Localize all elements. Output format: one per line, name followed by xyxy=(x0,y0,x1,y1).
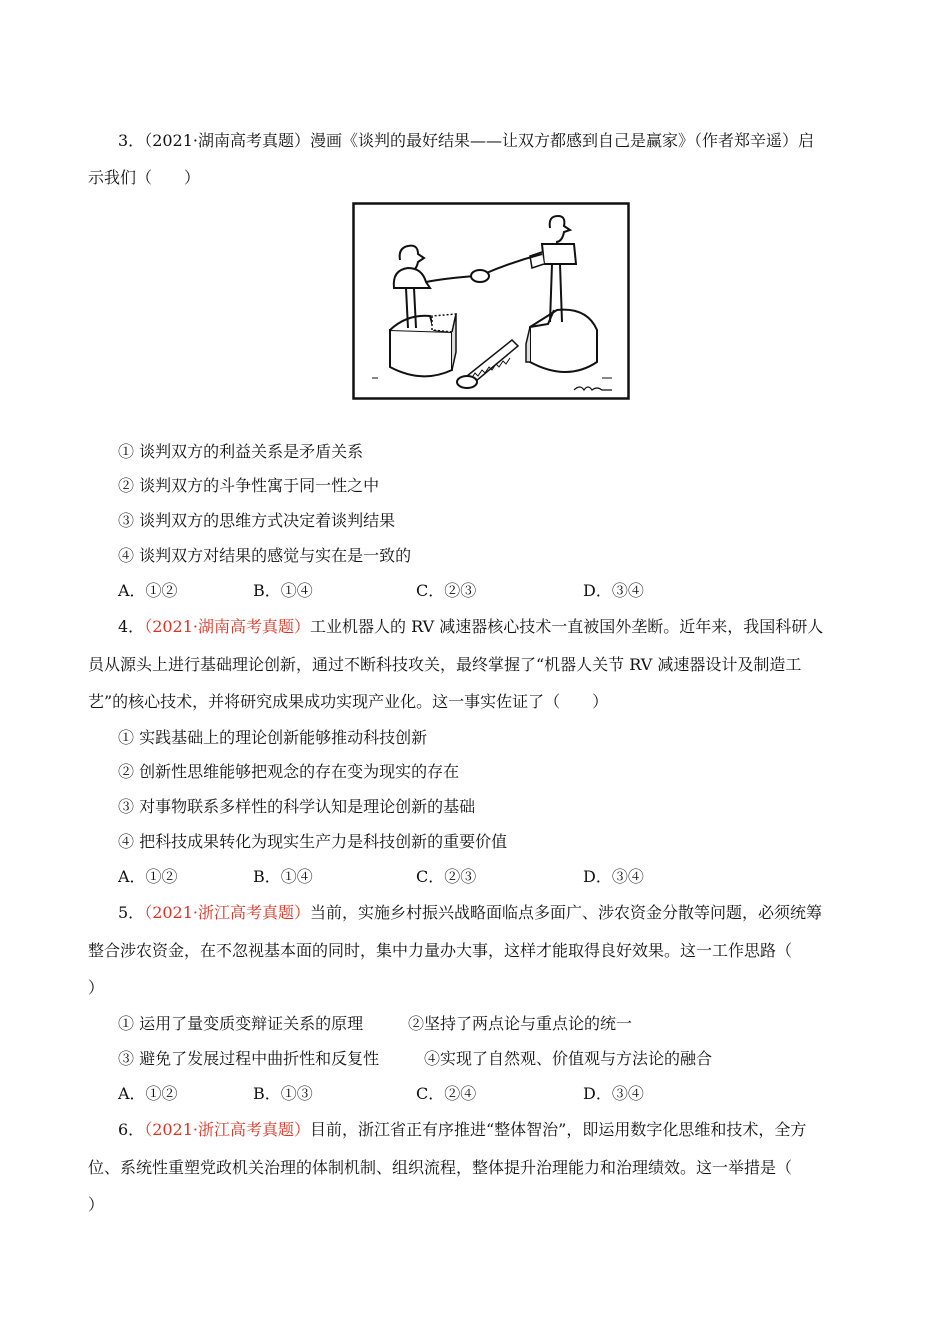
q5-option-3: ③ 避免了发展过程中曲折性和反复性 xyxy=(118,1049,380,1068)
q6-source: （2021·浙江高考真题） xyxy=(144,1120,310,1139)
q5-stem-text: 当前，实施乡村振兴战略面临点多面广、涉农资金分散等问题，必须统筹 xyxy=(310,903,823,922)
q4-choice-a[interactable]: A．①② xyxy=(118,867,178,886)
q3-source: （2021·湖南高考真题） xyxy=(144,131,310,150)
q3-option-4: ④ 谈判双方对结果的感觉与实在是一致的 xyxy=(118,546,412,565)
q3-choice-d[interactable]: D．③④ xyxy=(583,581,644,600)
q5-option-4: ④实现了自然观、价值观与方法论的融合 xyxy=(424,1049,713,1068)
negotiation-cartoon-drawing xyxy=(352,202,630,400)
q5-option-2: ②坚持了两点论与重点论的统一 xyxy=(408,1014,633,1033)
q3-choice-a[interactable]: A．①② xyxy=(118,581,178,600)
q5-choice-d[interactable]: D．③④ xyxy=(583,1084,644,1103)
q6-stem-line3: ） xyxy=(88,1195,105,1214)
q4-stem-line1 xyxy=(118,617,888,637)
q4-source: （2021·湖南高考真题） xyxy=(144,617,310,636)
q3-choice-b[interactable]: B．①④ xyxy=(253,581,313,600)
q3-number: 3． xyxy=(118,131,145,150)
q4-option-4: ④ 把科技成果转化为现实生产力是科技创新的重要价值 xyxy=(118,832,508,851)
q3-option-3: ③ 谈判双方的思维方式决定着谈判结果 xyxy=(118,511,396,530)
q4-number: 4． xyxy=(118,617,145,636)
q4-choice-c[interactable]: C．②③ xyxy=(416,867,477,886)
q3-option-1: ① 谈判双方的利益关系是矛盾关系 xyxy=(118,442,364,461)
q4-choice-d[interactable]: D．③④ xyxy=(583,867,644,886)
q5-choice-b[interactable]: B．①③ xyxy=(253,1084,313,1103)
q3-stem-line1 xyxy=(118,131,888,151)
q4-stem-line2: 员从源头上进行基础理论创新，通过不断科技攻关，最终掌握了“机器人关节 RV 减速器设计及制造工 xyxy=(88,655,802,674)
q4-stem-text: 工业机器人的 RV 减速器核心技术一直被国外垄断。近年来，我国科研人 xyxy=(310,617,824,636)
q6-number: 6． xyxy=(118,1120,145,1139)
q6-stem-text: 目前，浙江省正有序推进“整体智治”，即运用数字化思维和技术，全方 xyxy=(310,1120,807,1139)
q4-option-2: ② 创新性思维能够把观念的存在变为现实的存在 xyxy=(118,762,460,781)
q4-choice-b[interactable]: B．①④ xyxy=(253,867,313,886)
negotiation-cartoon xyxy=(352,202,630,400)
q3-stem-line2: 示我们（ ） xyxy=(88,168,201,187)
q5-option-1: ① 运用了量变质变辩证关系的原理 xyxy=(118,1014,364,1033)
q4-stem-line3: 艺”的核心技术，并将研究成果成功实现产业化。这一事实佐证了（ ） xyxy=(88,692,609,711)
q3-stem-text: 漫画《谈判的最好结果——让双方都感到自己是赢家》（作者郑辛遥）启 xyxy=(310,131,815,150)
q5-stem-line1 xyxy=(118,903,888,923)
q5-stem-line3: ） xyxy=(88,978,105,997)
q4-option-3: ③ 对事物联系多样性的科学认知是理论创新的基础 xyxy=(118,797,476,816)
q6-stem-line2: 位、系统性重塑党政机关治理的体制机制、组织流程，整体提升治理能力和治理绩效。这一举措是（ xyxy=(88,1158,793,1177)
q5-source: （2021·浙江高考真题） xyxy=(144,903,310,922)
q6-stem-line1 xyxy=(118,1120,888,1140)
q3-choice-c[interactable]: C．②③ xyxy=(416,581,477,600)
q4-option-1: ① 实践基础上的理论创新能够推动科技创新 xyxy=(118,728,428,747)
q5-choice-a[interactable]: A．①② xyxy=(118,1084,178,1103)
q5-number: 5． xyxy=(118,903,145,922)
q5-choice-c[interactable]: C．②④ xyxy=(416,1084,477,1103)
q5-stem-line2: 整合涉农资金，在不忽视基本面的同时，集中力量办大事，这样才能取得良好效果。这一工作思路（ xyxy=(88,941,793,960)
q3-option-2: ② 谈判双方的斗争性寓于同一性之中 xyxy=(118,476,380,495)
